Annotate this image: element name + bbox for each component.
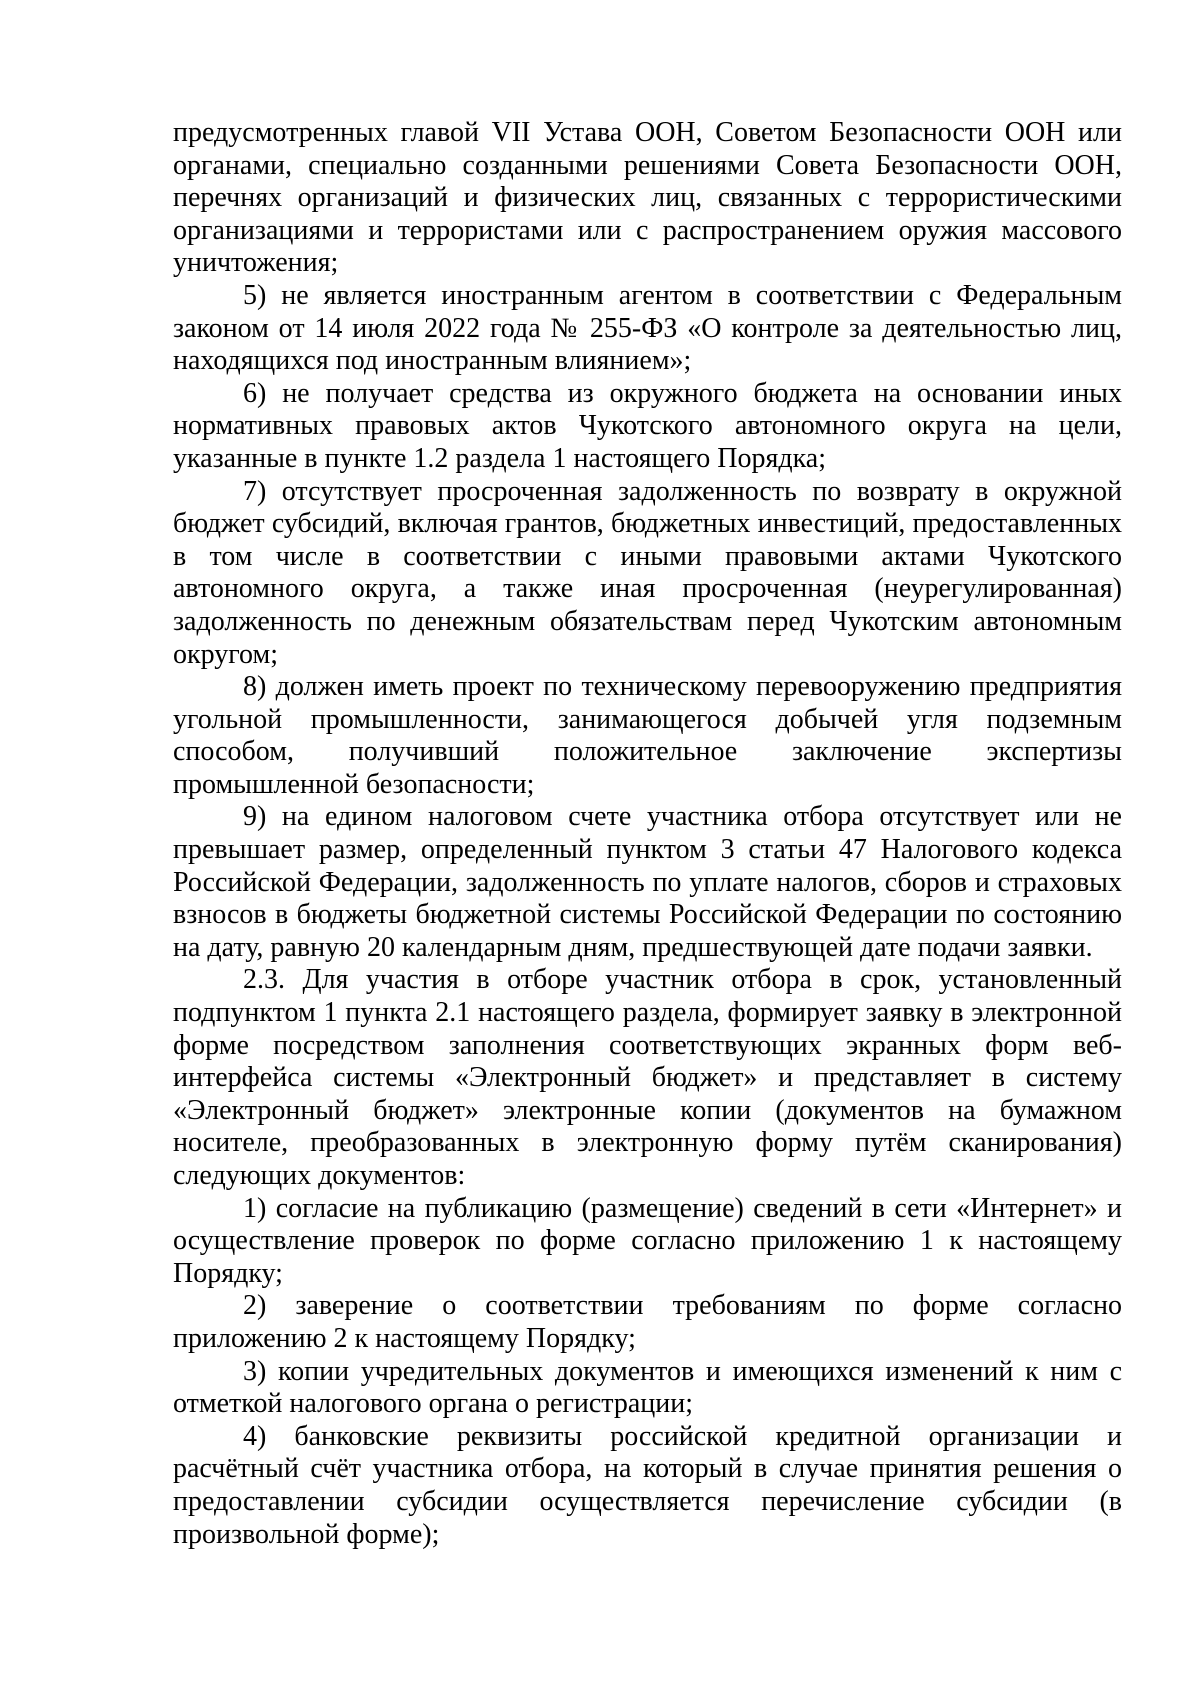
paragraph-continuation: предусмотренных главой VII Устава ООН, Советом Безопасности ООН или органами, специально созданными решениями Совета Безопасности ООН, перечнях организаций и физических лиц, связанных с террористическими организациями и террористами или с распространением оружия массового уничтожения; [173,117,1122,279]
paragraph-section-2-3: 2.3. Для участия в отборе участник отбора в срок, установленный подпунктом 1 пункта 2.1 настоящего раздела, формирует заявку в электронной форме посредством заполнения соответствующих экранных форм веб-интерфейса системы «Электронный бюджет» и представляет в систему «Электронный бюджет» электронные копии (документов на бумажном носителе, преобразованных в электронную форму путём сканирования) следующих документов: [173,964,1122,1191]
paragraph-item-8: 8) должен иметь проект по техническому перевооружению предприятия угольной промышленности, занимающегося добычей угля подземным способом, получивший положительное заключение экспертизы промышленной безопасности; [173,671,1122,800]
paragraph-item-7: 7) отсутствует просроченная задолженность по возврату в окружной бюджет субсидий, включая грантов, бюджетных инвестиций, предоставленных в том числе в соответствии с иными правовыми актами Чукотского автономного округа, а также иная просроченная (неурегулированная) задолженность по денежным обязательствам перед Чукотским автономным округом; [173,475,1122,670]
paragraph-item-9: 9) на едином налоговом счете участника отбора отсутствует или не превышает размер, определенный пунктом 3 статьи 47 Налогового кодекса Российской Федерации, задолженность по уплате налогов, сборов и страховых взносов в бюджеты бюджетной системы Российской Федерации по состоянию на дату, равную 20 календарным дням, предшествующей дате подачи заявки. [173,801,1122,963]
paragraph-doc-2: 2) заверение о соответствии требованиям по форме согласно приложению 2 к настоящему Порядку; [173,1290,1122,1354]
paragraph-doc-4: 4) банковские реквизиты российской кредитной организации и расчётный счёт участника отбора, на который в случае принятия решения о предоставлении субсидии осуществляется перечисление субсидии (в произвольной форме); [173,1420,1122,1550]
document-page [173,117,1122,1551]
paragraph-item-6: 6) не получает средства из окружного бюджета на основании иных нормативных правовых актов Чукотского автономного округа на цели, указанные в пункте 1.2 раздела 1 настоящего Порядка; [173,377,1122,474]
paragraph-doc-1: 1) согласие на публикацию (размещение) сведений в сети «Интернет» и осуществление проверок по форме согласно приложению 1 к настоящему Порядку; [173,1192,1122,1289]
paragraph-doc-3: 3) копии учредительных документов и имеющихся изменений к ним с отметкой налогового органа о регистрации; [173,1355,1122,1420]
paragraph-item-5: 5) не является иностранным агентом в соответствии с Федеральным законом от 14 июля 2022 года № 255-ФЗ «О контроле за деятельностью лиц, находящихся под иностранным влиянием»; [173,279,1122,377]
